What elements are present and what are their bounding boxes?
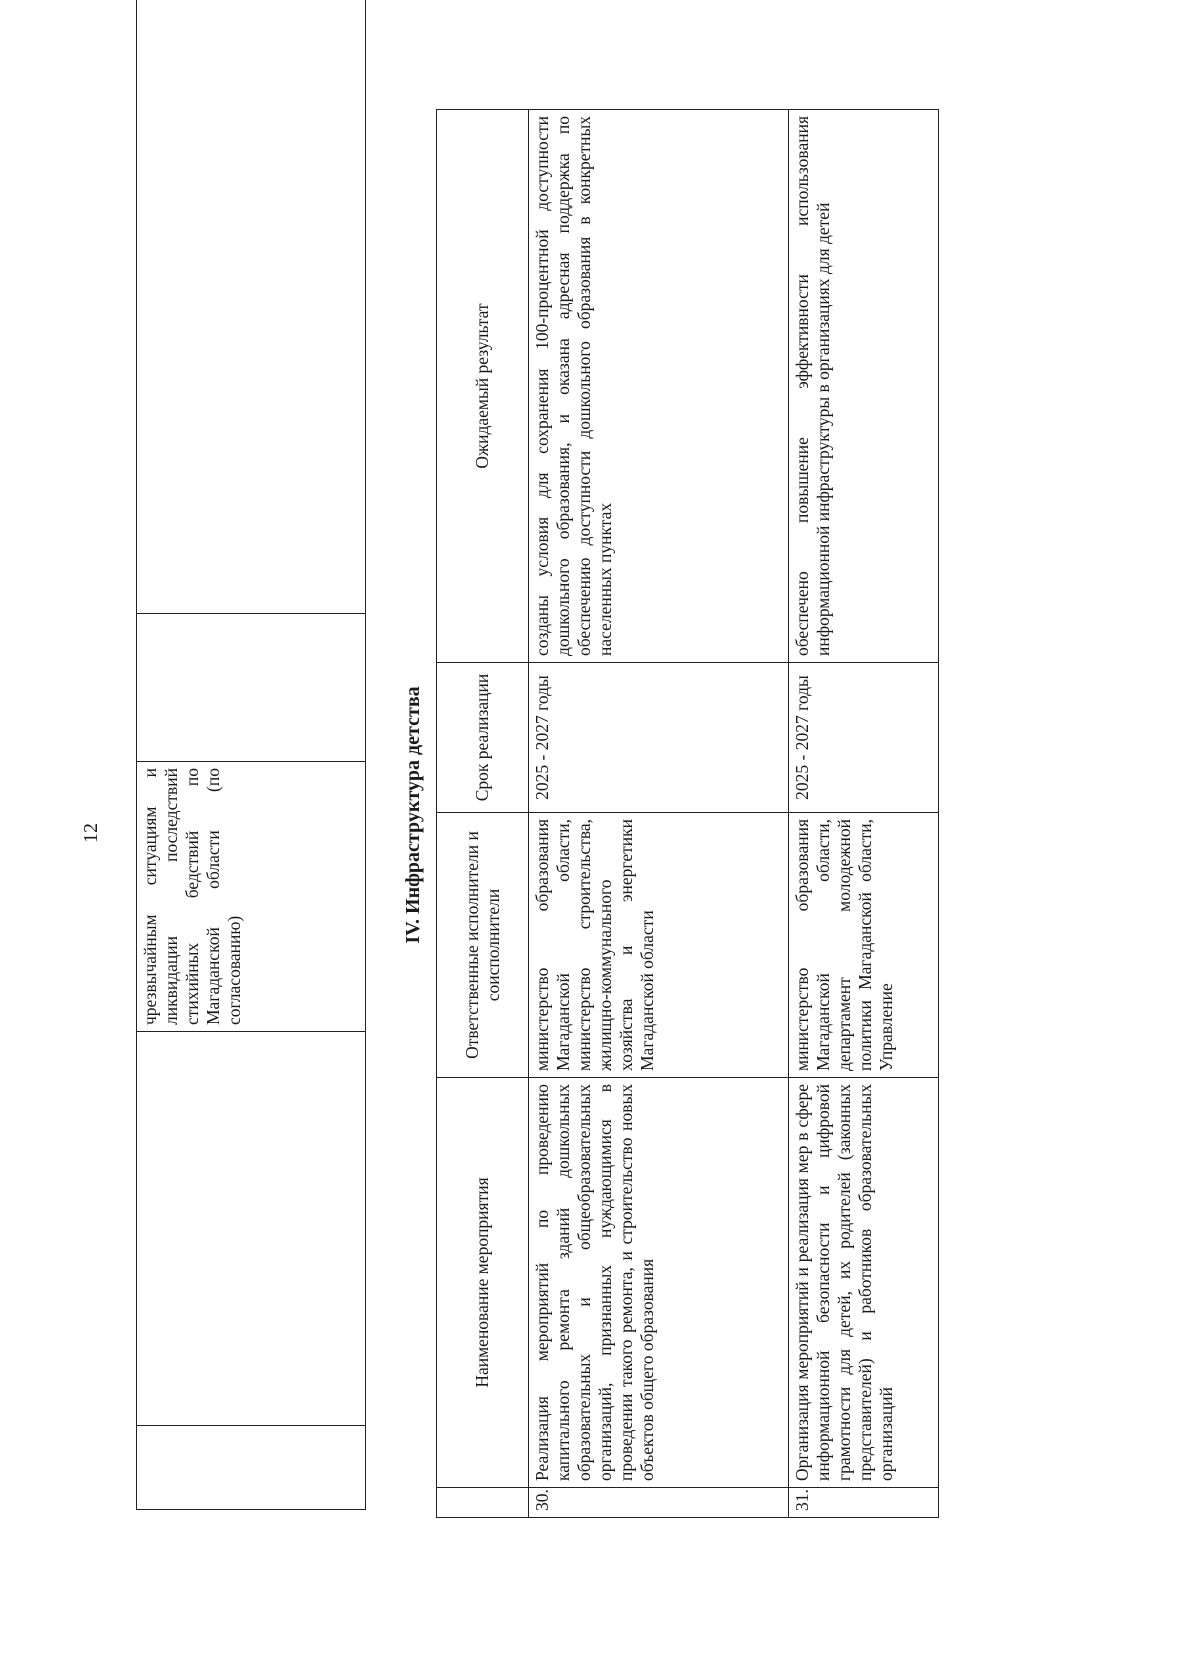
row-responsible: министерство образования Магаданской области, министерство строительства, жилищно-коммунального хозяйства и энергетики Магаданской области bbox=[529, 813, 789, 1078]
page-number: 12 bbox=[80, 823, 102, 843]
table-row bbox=[789, 110, 939, 1518]
row-number: 30. bbox=[529, 1488, 789, 1518]
table-row bbox=[137, 0, 366, 1510]
header-result: Ожидаемый результат bbox=[437, 110, 529, 663]
row-deadline: 2025 - 2027 годы bbox=[789, 663, 939, 813]
previous-result-cell bbox=[137, 0, 366, 614]
previous-number-cell bbox=[137, 1426, 366, 1510]
header-name: Наименование мероприятия bbox=[437, 1078, 529, 1488]
section-title: IV. Инфраструктура детства bbox=[402, 686, 424, 944]
previous-deadline-cell bbox=[137, 614, 366, 762]
row-name: Реализация мероприятий по проведению капитального ремонта зданий дошкольных образовательных и общеобразовательных организаций, признанных нуждающимися в проведении такого ремонта, и строительство новых объектов общего образования bbox=[529, 1078, 789, 1488]
header-number bbox=[437, 1488, 529, 1518]
previous-name-cell bbox=[137, 1032, 366, 1426]
header-deadline: Срок реализации bbox=[437, 663, 529, 813]
measures-table bbox=[436, 109, 939, 1518]
row-name: Организация мероприятий и реализация мер в сфере информационной безопасности и цифровой грамотности для детей, их родителей (законных представителей) и работников образовательных организаций bbox=[789, 1078, 939, 1488]
table-header-row bbox=[437, 110, 529, 1518]
row-result: обеспечено повышение эффективности использования информационной инфраструктуры в организациях для детей bbox=[789, 110, 939, 663]
row-deadline: 2025 - 2027 годы bbox=[529, 663, 789, 813]
row-number: 31. bbox=[789, 1488, 939, 1518]
header-responsible: Ответственные исполнители и соисполнители bbox=[437, 813, 529, 1078]
table-row bbox=[529, 110, 789, 1518]
previous-responsible-cell: чрезвычайным ситуациям и ликвидации последствий стихийных бедствий по Магаданской области (по согласованию) bbox=[137, 762, 366, 1032]
row-responsible: министерство образования Магаданской области, департамент молодежной политики Магаданской области, Управление bbox=[789, 813, 939, 1078]
row-result: созданы условия для сохранения 100-процентной доступности дошкольного образования, и оказана адресная поддержка по обеспечению доступности дошкольного образования в конкретных населенных пунктах bbox=[529, 110, 789, 663]
previous-table-continuation bbox=[136, 0, 366, 1510]
